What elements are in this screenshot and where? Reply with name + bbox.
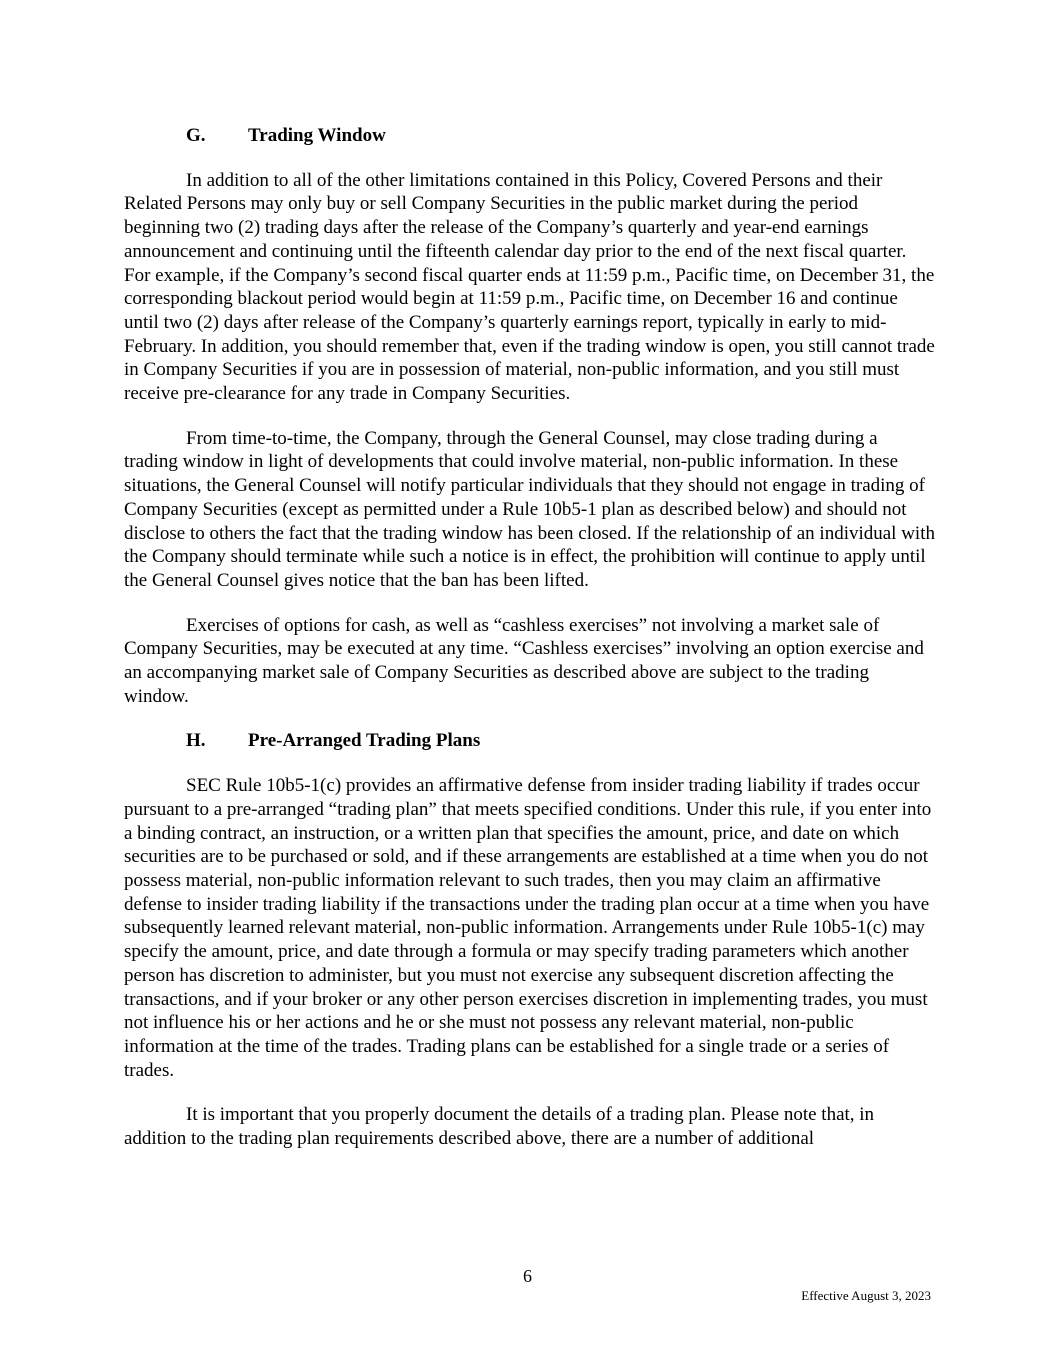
effective-date: Effective August 3, 2023	[801, 1288, 931, 1303]
section-g-paragraph-1: In addition to all of the other limitations contained in this Policy, Covered Persons and their Related Persons may only buy or sell Company Securities in the public market during the period beginning two (2) trading days after the release of the Company’s quarterly and year-end earnings announcement and continuing until the fifteenth calendar day prior to the end of the next fiscal quarter. For example, if the Company’s second fiscal quarter ends at 11:59 p.m., Pacific time, on December 31, the corresponding blackout period would begin at 11:59 p.m., Pacific time, on December 16 and continue until two (2) days after release of the Company’s quarterly earnings report, typically in early to mid-February. In addition, you should remember that, even if the trading window is open, you still cannot trade in Company Securities if you are in possession of material, non-public information, and you still must receive pre-clearance for any trade in Company Securities.	[124, 169, 935, 405]
section-h-paragraph-1: SEC Rule 10b5-1(c) provides an affirmative defense from insider trading liability if trades occur pursuant to a pre-arranged “trading plan” that meets specified conditions. Under this rule, if you enter into a binding contract, an instruction, or a written plan that specifies the amount, price, and date on which securities are to be purchased or sold, and if these arrangements are established at a time when you do not possess material, non-public information relevant to such trades, then you may claim an affirmative defense to insider trading liability if the transactions under the trading plan occur at a time when you have subsequently learned relevant material, non-public information. Arrangements under Rule 10b5-1(c) may specify the amount, price, and date through a formula or may specify trading parameters which another person has discretion to administer, but you must not exercise any subsequent discretion affecting the transactions, and if your broker or any other person exercises discretion in implementing trades, you must not influence his or her actions and he or she must not possess any relevant material, non-public information at the time of the trades. Trading plans can be established for a single trade or a series of trades.	[124, 775, 932, 1081]
section-g-paragraph-3: Exercises of options for cash, as well as “cashless exercises” not involving a market sale of Company Securities, may be executed at any time. “Cashless exercises” involving an option exercise and an accompanying market sale of Company Securities as described above are subject to the trading window.	[124, 614, 924, 707]
section-g-letter: G.	[186, 125, 206, 146]
section-h-heading	[124, 729, 936, 753]
section-h-letter: H.	[186, 730, 206, 752]
section-g-title: Trading Window	[248, 125, 386, 146]
section-g-paragraph-2: From time-to-time, the Company, through the General Counsel, may close trading during a trading window in light of developments that could involve material, non-public information. In these situations, the General Counsel will notify particular individuals that they should not engage in trading of Company Securities (except as permitted under a Rule 10b5-1 plan as described below) and should not disclose to others the fact that the trading window has been closed. If the relationship of an individual with the Company should terminate while such a notice is in effect, the prohibition will continue to apply until the General Counsel gives notice that the ban has been lifted.	[124, 427, 935, 591]
section-h-paragraph-2: It is important that you properly document the details of a trading plan. Please note that, in addition to the trading plan requirements described above, there are a number of additional	[124, 1104, 875, 1150]
page-content	[124, 124, 936, 1172]
section-h-title: Pre-Arranged Trading Plans	[248, 730, 481, 752]
section-g-heading	[124, 124, 936, 148]
page-number: 6	[523, 1266, 532, 1286]
